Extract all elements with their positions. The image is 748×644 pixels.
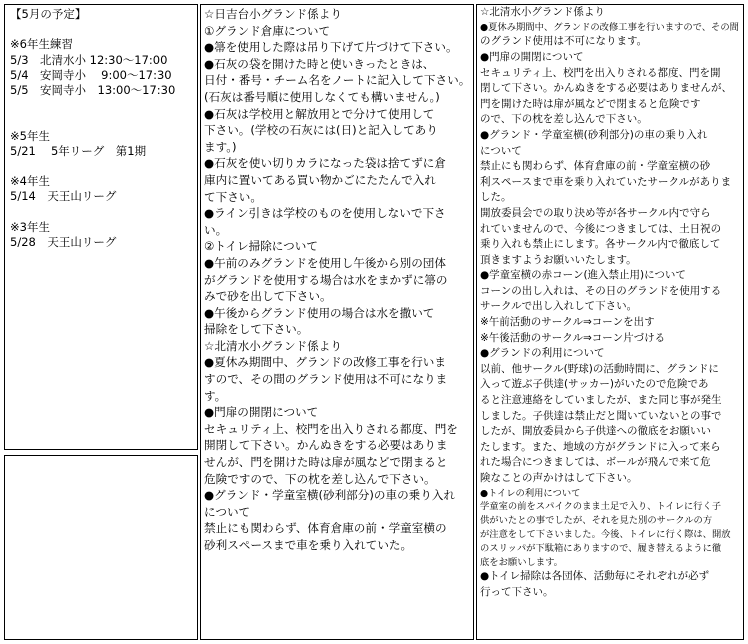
notice-line: コーンの出し入れは、その日のグランドを使用する xyxy=(480,284,722,297)
notice-line: ●ライン引きは学校のものを使用しないで下さ xyxy=(204,206,446,221)
schedule-line: ※5年生 xyxy=(10,128,50,143)
notice-line: ※午後活動のサークル⇒コーン片づける xyxy=(480,331,666,344)
notice-line: した。 xyxy=(480,191,512,204)
notice-line: 日付・番号・チーム名をノートに記入して下さい。 xyxy=(204,73,471,88)
notice-line: したが、開放委員から子供達への徹底をお願いい xyxy=(480,425,711,438)
notice-line: 掃除をして下さい。 xyxy=(204,322,309,337)
schedule-line xyxy=(10,22,192,37)
schedule-line: ※4年生 xyxy=(10,174,50,189)
notice-line: ると注意連絡をしていましたが、また同じ事が発生 xyxy=(480,394,722,407)
notice-line: しました。子供達は禁止だと聞いていないとの事で xyxy=(480,409,722,422)
notice-line: セキュリティ上、校門を出入りされる都度、門を xyxy=(204,421,458,436)
notice-line: ●午前のみグランドを使用し午後から別の団体 xyxy=(204,255,446,270)
notice-line: ●夏休み期間中、グランドの改修工事を行いま xyxy=(204,355,446,370)
notice-line: について xyxy=(480,144,522,157)
notice-line: 険なことの声かけはして下さい。 xyxy=(480,472,638,485)
notice-line: ●グランドの利用について xyxy=(480,347,605,360)
schedule-line xyxy=(10,98,192,113)
notice-line: 危険ですので、下の枕を差し込んで下さい。 xyxy=(204,471,436,486)
schedule-line xyxy=(10,113,192,128)
schedule-line: ※6年生練習 xyxy=(10,37,73,52)
schedule-line xyxy=(10,205,192,220)
notice-line: せんが、門を開けた時は扉が風などで閉まると xyxy=(204,455,448,470)
notice-line: 庫内に置いてある買い物かごにたたんで入れ xyxy=(204,172,436,187)
notice-line: たします。また、地域の方がグランドに入って来ら xyxy=(480,440,721,453)
notice-line: のスリッパが下駄箱にありますので、履き替えるように徹 xyxy=(480,542,722,554)
notice-line: ●石灰を使い切りカラになった袋は捨てずに倉 xyxy=(204,156,446,171)
notice-line: みで砂を出して下さい。 xyxy=(204,289,332,304)
notice-line: 底をお願いします。 xyxy=(480,556,563,568)
notice-line: ●門扉の開閉について xyxy=(204,405,319,420)
notice-line: セキュリティ上、校門を出入りされる都度、門を開 xyxy=(480,66,721,79)
notice-line: 禁止にも関わらず、体育倉庫の前・学童室横の xyxy=(204,521,447,536)
notice-line: 禁止にも関わらず、体育倉庫の前・学童室横の砂 xyxy=(480,160,711,173)
notice-line: ●午後からグランド使用の場合は水を撒いて xyxy=(204,305,435,320)
notice-line: 下さい。(学校の石灰には(日)と記入してあり xyxy=(204,123,438,138)
notice-line: て下さい。 xyxy=(204,189,262,204)
notice-line: ☆北清水小グランド係より xyxy=(480,6,605,18)
notice-line: 以前、他サークル(野球)の活動時間に、グランドに xyxy=(480,362,719,375)
notice-line: について xyxy=(204,504,251,519)
notice-line: ●学童室横の赤コーン(進入禁止用)について xyxy=(480,269,686,282)
notice-line: のグランド使用は不可になります。 xyxy=(480,35,648,48)
notice-line: ●トイレ掃除は各団体、活動毎にそれぞれが必ず xyxy=(480,570,710,583)
notice-line: 学童室の前をスパイクのまま土足で入り、トイレに行く子 xyxy=(480,501,722,513)
schedule-line: 5/4 安岡寺小 9:00～17:30 xyxy=(10,67,172,82)
notice-line: ●トイレの利用について xyxy=(480,487,581,499)
schedule-line: 5/21 5年リーグ 第1期 xyxy=(10,143,147,158)
notice-line: 入って遊ぶ子供達(サッカー)がいたので危険であ xyxy=(480,378,709,391)
notice-line: 行って下さい。 xyxy=(480,585,554,598)
notice-line: ●グランド・学童室横(砂利部分)の車の乗り入れ xyxy=(204,488,456,503)
notice-line: 利スペースまで車を乗り入れていたサークルがありま xyxy=(480,175,732,188)
schedule-line: 5/14 天王山リーグ xyxy=(10,189,117,204)
notice-line: ●門扉の開閉について xyxy=(480,50,584,63)
grounds-notice-column-2 xyxy=(476,4,744,640)
notice-line: す。 xyxy=(204,388,227,403)
notice-line: 供がいたとの事でしたが、それを見た別のサークルの方 xyxy=(480,515,713,527)
notice-line: サークルで出し入れして下さい。 xyxy=(480,300,638,313)
grounds-notice-column-1 xyxy=(200,4,474,640)
schedule-box xyxy=(4,4,198,450)
notice-line: 頂きますようお願いいたします。 xyxy=(480,253,637,266)
schedule-line: ※3年生 xyxy=(10,219,50,234)
notice-line: ます。) xyxy=(204,139,237,154)
notice-line: 砂利スペースまで車を乗り入れていた。 xyxy=(204,538,413,552)
notice-line: (石灰は番号順に使用しなくても構いません。) xyxy=(204,89,440,104)
notice-line: ので、下の枕を差し込んで下さい。 xyxy=(480,113,648,126)
notice-line: 開放委員会での取り決め等が各サークル内で守ら xyxy=(480,206,711,219)
notice-line: ●石灰は学校用と解放用とで分けて使用して xyxy=(204,106,435,121)
notice-line: い。 xyxy=(204,222,228,237)
notice-line: ②トイレ掃除について xyxy=(204,239,318,254)
notice-line: ①グランド倉庫について xyxy=(204,23,331,38)
schedule-line: 5/28 天王山リーグ xyxy=(10,235,117,250)
notice-line: れていませんので、今後につきましては、土日祝の xyxy=(480,222,722,235)
notice-line: ☆日吉台小グランド係より xyxy=(204,7,342,21)
schedule-line: 【5月の予定】 xyxy=(10,7,87,21)
notice-line: ●グランド・学童室横(砂利部分)の車の乗り入れ xyxy=(480,128,708,141)
notice-line: がグランドを使用する場合は水をまかずに箒の xyxy=(204,272,448,287)
notice-line: すので、その間のグランド使用は不可になりま xyxy=(204,372,448,387)
notice-line: ※午前活動のサークル⇒コーンを出す xyxy=(480,316,655,329)
notice-line: ●箒を使用した際は吊り下げて片づけて下さい。 xyxy=(204,40,458,55)
notice-line: が注意をして下さいました。今後、トイレに行く際は、開放 xyxy=(480,529,731,540)
notice-line: れた場合につきましては、ボールが飛んで来て危 xyxy=(480,456,711,469)
schedule-line: 5/5 安岡寺小 13:00～17:30 xyxy=(10,83,176,98)
notice-line: 閉して下さい。かんぬきをする必要はありませんが、 xyxy=(480,82,732,95)
notice-line: 乗り入れも禁止にします。各サークル内で徹底して xyxy=(480,238,721,251)
notice-line: ●夏休み期間中、グランドの改修工事を行いますので、その間 xyxy=(480,21,739,33)
notice-line: ●石灰の袋を開けた時と使いきったときは、 xyxy=(204,56,435,71)
notice-line: 門を開けた時は扉が風などで閉まると危険です xyxy=(480,97,701,110)
schedule-line xyxy=(10,159,192,174)
notice-line: 開閉して下さい。かんぬきをする必要はありま xyxy=(204,438,448,453)
schedule-line: 5/3 北清水小 12:30～17:00 xyxy=(10,52,168,67)
notice-line: ☆北清水小グランド係より xyxy=(204,338,342,353)
blank-box xyxy=(4,455,198,640)
